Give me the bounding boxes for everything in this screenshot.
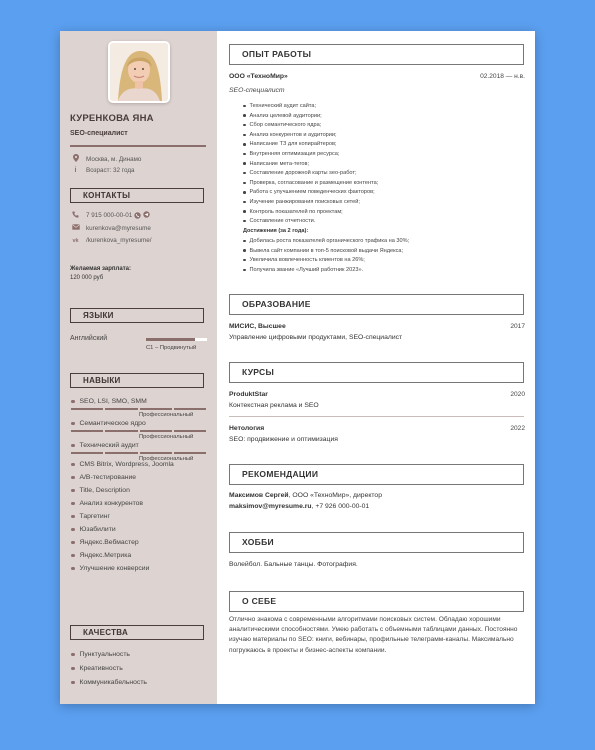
quality-name: Пунктуальность <box>79 651 130 658</box>
bullet-icon <box>71 502 75 506</box>
bullet-icon <box>71 653 75 657</box>
skill-name: A/B-тестирование <box>79 474 137 481</box>
duty-item <box>243 170 357 176</box>
achievement-text: Получила звание «Лучший работник 2023». <box>249 266 364 273</box>
skill-level-segment <box>174 408 206 410</box>
skill-item <box>71 461 174 468</box>
salary-label: Желаемая зарплата: <box>70 266 131 272</box>
duty-item <box>243 180 378 186</box>
course-org: ProduktStar <box>229 391 268 398</box>
skill-name: Технический аудит <box>79 442 139 449</box>
duty-item <box>243 161 309 167</box>
recommender-line <box>229 492 382 499</box>
skill-level-segment <box>71 430 103 432</box>
about-text: Отлично знакома с современными алгоритмами поисковых систем. Обладаю хорошими аналитическими способностями. Умею работать с объемными таблицами данных. Постоянно изучаю материалы по SEO: книги, вебинары, профильные телеграмм-каналы. Максимально погружаюсь в проекты и бизнес-аспекты компании. <box>229 616 518 654</box>
vk-icon: vk <box>72 237 79 244</box>
course-name: Контекстная реклама и SEO <box>229 402 319 409</box>
duty-item <box>243 209 343 215</box>
bullet-icon <box>71 681 75 685</box>
skill-level-segment <box>71 452 103 454</box>
skill-name: Анализ конкурентов <box>79 500 144 507</box>
resume-sheet <box>60 31 535 704</box>
language-name: Английский <box>70 335 108 342</box>
duty-item <box>243 122 321 128</box>
phone-row <box>72 211 150 220</box>
duty-item <box>243 151 339 157</box>
skill-item <box>71 526 116 533</box>
bullet-icon <box>243 182 246 185</box>
bullet-icon <box>243 201 246 204</box>
skill-item <box>71 500 143 507</box>
duty-item <box>243 189 375 195</box>
recommender-details: , ООО «ТехноМир», директор <box>288 492 382 499</box>
skill-item <box>71 565 149 572</box>
bullet-icon <box>71 400 75 404</box>
age-row <box>72 167 135 174</box>
bullet-icon <box>71 463 75 467</box>
bullet-icon <box>243 162 246 165</box>
recommender-contact <box>229 503 369 510</box>
duty-text: Проверка, согласование и размещение контента; <box>249 179 379 186</box>
location-pin-icon <box>72 154 79 164</box>
recommender-name: Максимов Сергей <box>229 492 289 499</box>
skill-level-segment <box>140 430 172 432</box>
bullet-icon <box>243 191 246 194</box>
language-level: C1 – Продвинутый <box>146 345 197 351</box>
duty-text: Работа с улучшением поведенческих факторов; <box>249 189 375 196</box>
skill-item <box>71 420 146 427</box>
recommendations-heading: РЕКОМЕНДАЦИИ <box>229 464 524 485</box>
duty-text: Контроль показателей по проектам; <box>249 208 343 215</box>
skill-level: Профессиональный <box>139 412 194 418</box>
bullet-icon <box>243 124 246 127</box>
experience-heading: ОПЫТ РАБОТЫ <box>229 44 524 65</box>
bullet-icon <box>243 153 246 156</box>
achievements-title: Достижения (за 2 года): <box>243 228 309 234</box>
bullet-icon <box>243 105 246 108</box>
duty-text: Составление отчетности. <box>249 218 316 225</box>
bullet-icon <box>71 444 75 448</box>
achievement-text: Увеличила вовлеченность клиентов на 26%; <box>249 257 365 264</box>
skill-item <box>71 513 110 520</box>
skill-item <box>71 552 131 559</box>
skill-name: Улучшение конверсии <box>79 565 150 572</box>
duty-item <box>243 132 337 138</box>
bullet-icon <box>71 541 75 545</box>
skill-name: Яндекс.Метрика <box>79 552 132 559</box>
company-name: ООО «ТехноМир» <box>229 73 288 80</box>
course-org: Нетология <box>229 425 265 432</box>
duty-item <box>243 141 336 147</box>
bullet-icon <box>71 667 75 671</box>
mail-icon <box>72 224 79 232</box>
age-text: Возраст: 32 года <box>86 167 135 174</box>
duty-text: Сбор семантического ядра; <box>249 122 322 129</box>
experience-role: SEO-специалист <box>229 87 285 94</box>
bullet-icon <box>243 143 246 146</box>
bullet-icon <box>243 249 246 252</box>
education-heading: ОБРАЗОВАНИЕ <box>229 294 524 315</box>
skill-item <box>71 474 136 481</box>
telegram-icon[interactable] <box>143 211 150 220</box>
bullet-icon <box>243 172 246 175</box>
skill-item <box>71 442 139 449</box>
language-level-bar <box>146 338 207 341</box>
skill-name: Юзабилити <box>79 526 116 533</box>
whatsapp-icon[interactable] <box>134 212 141 219</box>
bullet-icon <box>243 114 246 117</box>
hobby-heading: ХОББИ <box>229 532 524 553</box>
location-row <box>72 154 141 164</box>
divider <box>229 416 524 417</box>
skill-level-segment <box>71 408 103 410</box>
vk-row <box>72 237 151 244</box>
achievement-text: Вывела сайт компании в топ-5 поисковой выдачи Яндекса; <box>249 247 404 254</box>
email-row <box>72 224 151 232</box>
languages-heading: ЯЗЫКИ <box>70 308 204 323</box>
skill-name: Яндекс.Вебмастер <box>79 539 139 546</box>
skill-level-bar <box>71 430 206 432</box>
course-year: 2022 <box>510 425 525 432</box>
duty-item <box>243 113 322 119</box>
course-name: SEO: продвижение и оптимизация <box>229 436 338 443</box>
education-program: Управление цифровыми продуктами, SEO-специалист <box>229 334 403 341</box>
achievement-item <box>243 238 409 244</box>
divider <box>70 145 206 147</box>
bullet-icon <box>243 269 246 272</box>
duty-text: Изучение ранжирования поисковых сетей; <box>249 199 360 205</box>
hobby-text: Волейбол. Бальные танцы. Фотография. <box>229 561 358 568</box>
duty-text: Технический аудит сайта; <box>249 103 317 109</box>
bullet-icon <box>243 134 246 137</box>
skill-level: Профессиональный <box>139 456 194 462</box>
salary-value: 120 000 руб <box>70 275 104 281</box>
duty-text: Анализ целевой аудитории; <box>249 112 322 119</box>
skill-level: Профессиональный <box>139 434 194 440</box>
bullet-icon <box>71 489 75 493</box>
location-text: Москва, м. Динамо <box>86 155 142 163</box>
courses-heading: КУРСЫ <box>229 362 524 383</box>
bullet-icon <box>71 567 75 571</box>
sidebar <box>60 31 217 704</box>
education-year: 2017 <box>510 323 525 330</box>
experience-period: 02.2018 — н.в. <box>480 73 525 80</box>
education-school: МИСИС, Высшее <box>229 323 286 330</box>
achievement-item <box>243 257 365 263</box>
phone-icon <box>72 211 79 220</box>
phone-text[interactable]: 7 915 000-00-01 <box>86 212 133 219</box>
person-position: SEO-специалист <box>70 130 128 137</box>
quality-item <box>71 665 123 672</box>
quality-item <box>71 651 130 658</box>
skill-name: Семантическое ядро <box>79 420 146 427</box>
about-heading: О СЕБЕ <box>229 591 524 612</box>
quality-name: Коммуникабельность <box>79 679 147 686</box>
skill-item <box>71 398 147 405</box>
bullet-icon <box>71 528 75 532</box>
bullet-icon <box>243 220 246 223</box>
duty-text: Составление дорожной карты seo-работ; <box>249 170 357 177</box>
bullet-icon <box>243 240 246 243</box>
skill-level-bar <box>71 408 206 410</box>
quality-name: Креативность <box>79 665 123 672</box>
duty-text: Анализ конкурентов и аудитории; <box>249 131 337 138</box>
quality-item <box>71 679 147 686</box>
skill-name: CMS Bitrix, Wordpress, Joomla <box>79 461 174 468</box>
bullet-icon <box>71 515 75 519</box>
achievement-text: Добилась роста показателей органического трафика на 30%; <box>249 238 410 244</box>
skill-item <box>71 487 130 494</box>
email-text[interactable]: kurenkova@myresume <box>86 224 151 232</box>
info-icon: i <box>74 167 77 174</box>
skill-level-segment <box>140 408 172 410</box>
skill-name: Таргетинг <box>79 513 110 520</box>
person-name: КУРЕНКОВА ЯНА <box>70 113 154 124</box>
course-year: 2020 <box>510 391 525 398</box>
bullet-icon <box>71 554 75 558</box>
bullet-icon <box>243 210 246 213</box>
vk-text[interactable]: /kurenkova_myresume/ <box>86 237 152 244</box>
achievement-item <box>243 248 403 254</box>
recommender-phone: , +7 926 000-00-01 <box>311 503 370 510</box>
skill-level-segment <box>174 452 206 454</box>
qualities-heading: КАЧЕСТВА <box>70 625 204 640</box>
language-level-fill <box>146 338 195 341</box>
recommender-email[interactable]: maksimov@myresume.ru <box>229 503 312 510</box>
skill-level-segment <box>105 430 137 432</box>
skills-heading: НАВЫКИ <box>70 373 204 388</box>
duty-item <box>243 218 315 224</box>
achievement-item <box>243 267 363 273</box>
profile-photo <box>108 41 170 103</box>
skill-level-segment <box>140 452 172 454</box>
bullet-icon <box>71 422 75 426</box>
skill-level-segment <box>105 408 137 410</box>
skill-level-segment <box>105 452 137 454</box>
duty-text: Внутренняя оптимизация ресурса; <box>249 151 340 157</box>
skill-level-bar <box>71 452 206 454</box>
skill-name: SEO, LSI, SMO, SMM <box>79 398 147 405</box>
duty-text: Написание ТЗ для копирайтеров; <box>249 141 337 148</box>
duty-item <box>243 103 316 109</box>
skill-level-segment <box>174 430 206 432</box>
skill-name: Title, Description <box>79 487 130 494</box>
duty-item <box>243 199 360 205</box>
duty-text: Написание мета-тегов; <box>249 160 309 167</box>
main-content <box>217 31 535 704</box>
bullet-icon <box>71 476 75 480</box>
skill-item <box>71 539 139 546</box>
bullet-icon <box>243 259 246 262</box>
contacts-heading: КОНТАКТЫ <box>70 188 204 203</box>
